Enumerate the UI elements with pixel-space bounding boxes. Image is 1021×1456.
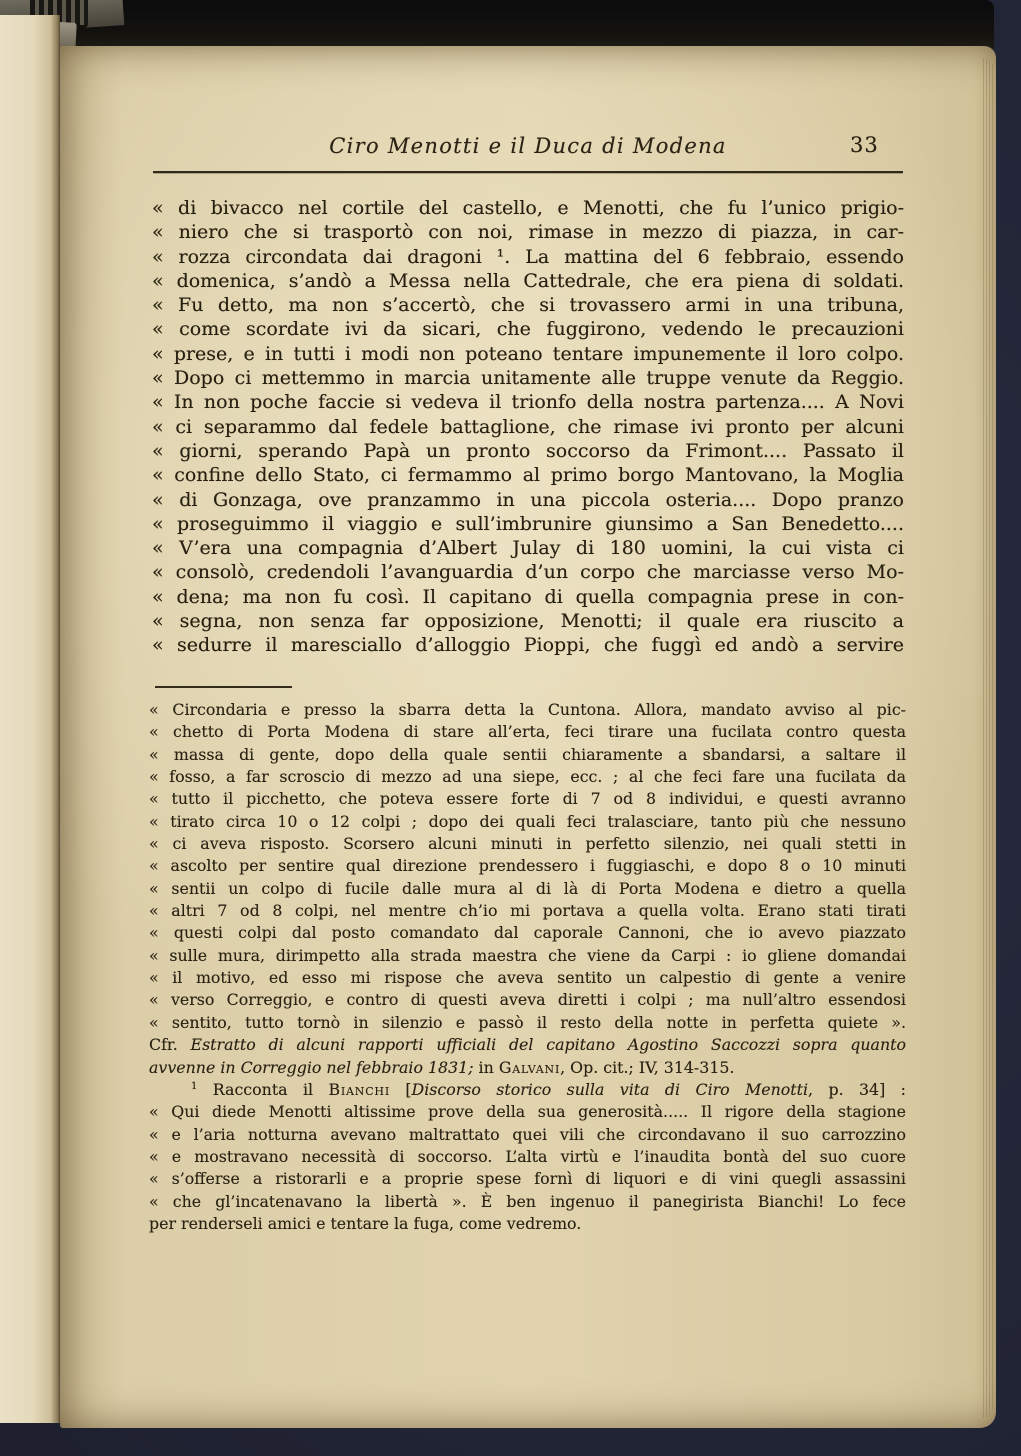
footnote-citation-line-1 [149, 1034, 906, 1056]
note1-bracket-open: [ [389, 1079, 412, 1099]
citation-work-title-part1: Estratto di alcuni rapporti ufficiali del capitano Agostino Saccozzi sopra quanto [190, 1035, 906, 1055]
body-text-line: « come scordate ivi da sicari, che fuggirono, vedendo le precauzioni [152, 318, 904, 341]
facing-page-edge [0, 15, 60, 1423]
note1-page-ref: , p. 34] : [808, 1079, 906, 1099]
footnote-line: « s’offerse a ristorarli e a proprie spese fornì di liquori e di vini quegli assassini [149, 1169, 906, 1189]
footnote-line: « fosso, a far scroscio di mezzo ad una siepe, ecc. ; al che feci fare una fucilata da [149, 767, 906, 787]
body-text-line: « dena; ma non fu così. Il capitano di quella compagnia prese in con- [152, 585, 904, 608]
footnote-line: « verso Correggio, e contro di questi aveva diretti i colpi ; ma null’altro essendosi [149, 990, 906, 1010]
footnote-line: « altri 7 od 8 colpi, nel mentre ch’io mi portava a quella volta. Erano stati tirati [149, 901, 906, 921]
body-text-line: « giorni, sperando Papà un pronto soccorso da Frimont.... Passato il [152, 439, 904, 462]
footnote-line: « sentii un colpo di fucile dalle mura al di là di Porta Modena e dietro a quella [149, 878, 906, 898]
body-text [152, 196, 904, 658]
header-rule [153, 171, 903, 173]
body-text-line: « V’era una compagnia d’Albert Julay di 180 uomini, la cui vista ci [152, 537, 904, 560]
footnote-line: « questi colpi dal posto comandato dal caporale Cannoni, che io avevo piazzato [149, 923, 906, 943]
footnote-last-line: per renderseli amici e tentare la fuga, come vedremo. [149, 1213, 582, 1233]
footnote-line: « Qui diede Menotti altissime prove della sua generosità..... Il rigore della stagione [149, 1102, 906, 1122]
body-text-line: « di Gonzaga, ove pranzammo in una piccola osteria.... Dopo pranzo [152, 488, 904, 511]
running-header-title: Ciro Menotti e il Duca di Modena [329, 134, 727, 158]
body-text-line: « Fu detto, ma non s’accertò, che si trovassero armi in una tribuna, [152, 294, 904, 317]
body-text-line: « proseguimmo il viaggio e sull’imbrunire giunsimo a San Benedetto.... [152, 512, 904, 535]
body-text-line: « confine dello Stato, ci fermammo al primo borgo Mantovano, la Moglia [152, 464, 904, 487]
citation-connector: in [473, 1057, 499, 1077]
footnote-citation-line-2 [149, 1057, 906, 1079]
footnote-line: « ascolto per sentire qual direzione prendessero i fuggiaschi, e dopo 8 o 10 minuti [149, 856, 906, 876]
body-text-line: « sedurre il maresciallo d’alloggio Pioppi, che fuggì ed andò a servire [152, 634, 904, 657]
body-text-line: « niero che si trasportò con noi, rimase in mezzo di piazza, in car- [152, 221, 904, 244]
note1-author-bianchi: Bianchi [328, 1079, 390, 1099]
footnote-separator-rule [155, 686, 292, 688]
body-text-line: « di bivacco nel cortile del castello, e Menotti, che fu l’unico prigio- [152, 197, 904, 219]
body-text-line: « consolò, credendoli l’avanguardia d’un corpo che marciasse verso Mo- [152, 561, 904, 584]
footnote-line: « chetto di Porta Modena di stare all’erta, feci tirare una fucilata contro questa [149, 722, 906, 742]
footnote-line: « massa di gente, dopo della quale sentii chiaramente a sbandarsi, a saltare il [149, 744, 906, 764]
footnote-line: « tirato circa 10 o 12 colpi ; dopo dei quali feci tralasciare, tanto più che nessuno [149, 811, 906, 831]
footnote-line: « e l’aria notturna avevano maltrattato quei vili che circondavano il suo carrozzino [149, 1124, 906, 1144]
note1-intro-text: Racconta il [197, 1079, 329, 1099]
citation-work-title-part2: avvenne in Correggio nel febbraio 1831; [149, 1057, 474, 1077]
footnote-line: « e mostravano necessità di soccorso. L’alta virtù e l’inaudita bontà del suo cuore [149, 1146, 906, 1166]
footnote-line: « Circondaria e presso la sbarra detta la Cuntona. Allora, mandato avviso al pic- [149, 700, 906, 719]
note1-work-title: Discorso storico sulla vita di Ciro Menotti [411, 1079, 809, 1099]
body-text-line: « domenica, s’andò a Messa nella Cattedrale, che era piena di soldati. [152, 269, 904, 292]
footnote-note1-heading-line [149, 1079, 906, 1101]
footnote-quote-lines [149, 699, 906, 1034]
footnote-ref-marker: 1 [191, 1080, 198, 1092]
citation-volume-pages: , Op. cit.; IV, 314-315. [560, 1057, 735, 1077]
citation-author-galvani: Galvani [498, 1057, 561, 1077]
body-text-line: « segna, non senza far opposizione, Menotti; il quale era riuscito a [152, 610, 904, 633]
book-top-edge [0, 0, 994, 52]
body-text-line: « In non poche faccie si vedeva il trionfo della nostra partenza.... A Novi [152, 391, 904, 414]
body-text-line: « Dopo ci mettemmo in marcia unitamente alle truppe venute da Reggio. [152, 367, 904, 390]
body-text-line: « rozza circondata dai dragoni ¹. La mattina del 6 febbraio, essendo [152, 245, 904, 268]
footnote-line: « ci aveva risposto. Scorsero alcuni minuti in perfetto silenzio, nei quali stetti in [149, 834, 906, 854]
footnote-line: « sentito, tutto tornò in silenzio e passò il resto della notte in perfetta quiete ». [149, 1012, 906, 1032]
body-text-line: « ci separammo dal fedele battaglione, che rimase ivi pronto per alcuni [152, 415, 904, 438]
footnote-block [149, 699, 906, 1235]
footnote-line: « tutto il picchetto, che poteva essere forte di 7 od 8 individui, e questi avranno [149, 789, 906, 809]
footnote-line: « che gl’incatenavano la libertà ». È ben ingenuo il panegirista Bianchi! Lo fece [149, 1191, 906, 1211]
footnote-note1-lines [149, 1101, 906, 1213]
page-number: 33 [850, 133, 879, 157]
footnote-line: « il motivo, ed esso mi rispose che aveva sentito un calpestio di gente a venire [149, 968, 906, 988]
page-edge-stack [981, 58, 993, 1418]
citation-cfr-label: Cfr. [149, 1035, 191, 1055]
body-text-line: « prese, e in tutti i modi non poteano tentare impunemente il loro colpo. [152, 342, 904, 365]
footnote-line: « sulle mura, dirimpetto alla strada maestra che viene da Carpi : io gliene domandai [149, 945, 906, 965]
